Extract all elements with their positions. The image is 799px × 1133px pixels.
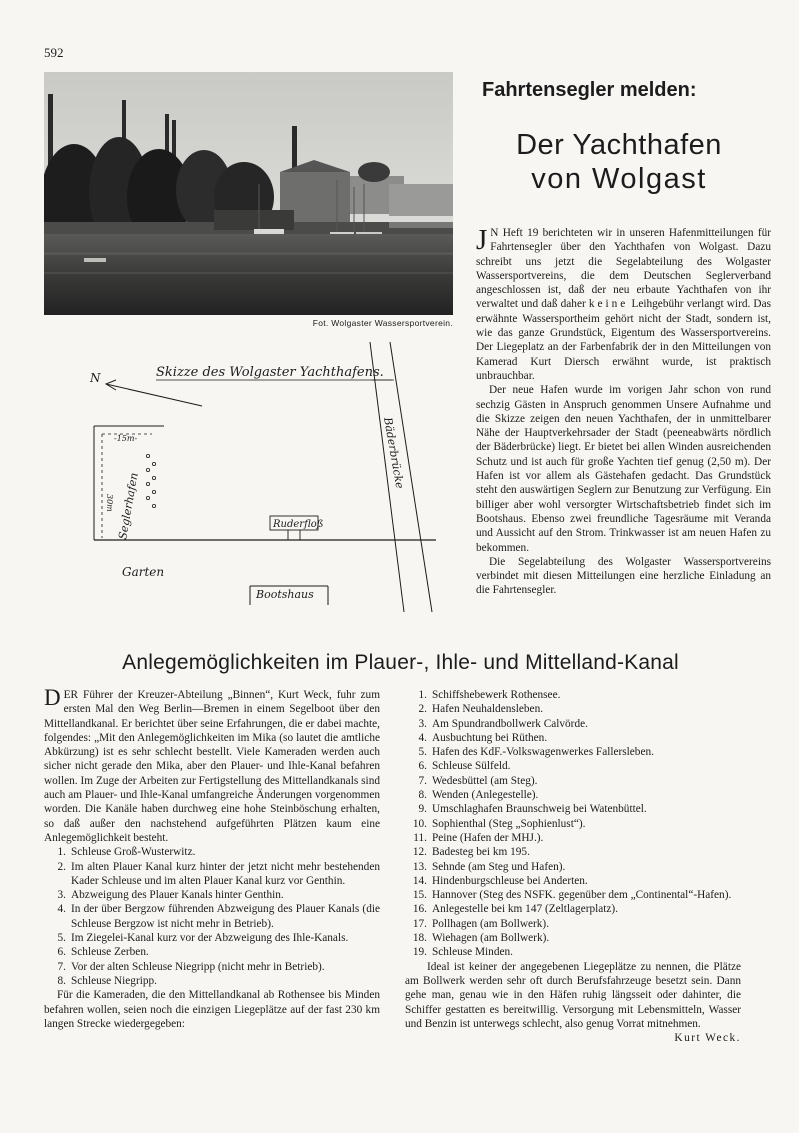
- list-item-text: Peine (Hafen der MHJ.).: [432, 831, 544, 844]
- list-item-number: 16.: [412, 903, 427, 916]
- harbor-sketch: [44, 330, 462, 630]
- list-item: [405, 917, 741, 931]
- list-item-number: 19.: [412, 946, 427, 959]
- list-item-number: 8.: [57, 974, 66, 987]
- kanal-closing: Ideal ist keiner der angegebenen Liegeplätze zu nennen, die Plätze am Bollwerk werden sehr oft durch Berufsfahrzeuge besetzt sein. Dann gehe man, genau wie in den Häfen ruhig längsseit oder dahinter, die Schiffer gestatten es bereitwillig. Versorgung mit Lebensmitteln, Wasser und Benzin ist unterwegs schlecht, also genug Vorrat mitnehmen.: [405, 960, 741, 1030]
- list-item: [405, 902, 741, 916]
- sketch-garden: Garten: [122, 565, 165, 579]
- list-item: [405, 731, 741, 745]
- list-item: [44, 860, 380, 889]
- list-item-text: Im alten Plauer Kanal kurz hinter der jetzt nicht mehr bestehenden Kader Schleuse und im alten Plauer Kanal kurz vor Genthin.: [71, 860, 380, 887]
- list-item-text: Schleuse Minden.: [432, 946, 513, 959]
- article-wolgast-p3: Die Segelabteilung des Wolgaster Wassersportvereins verbindet mit diesen Mitteilungen eine herzliche Einladung an die Fahrtensegler.: [476, 555, 771, 597]
- sketch-north: N: [90, 371, 101, 385]
- sketch-dim-30m: 30m: [105, 494, 114, 512]
- list-item: [405, 759, 741, 773]
- photo-credit: Fot. Wolgaster Wassersportverein.: [312, 318, 453, 328]
- list-item-text: Sophienthal (Steg „Sophienlust“).: [432, 817, 586, 830]
- list-item: [405, 888, 741, 902]
- article-wolgast: [476, 226, 771, 598]
- list-item-text: Hafen Neuhaldensleben.: [432, 703, 544, 716]
- list-item: [405, 817, 741, 831]
- article-kanal-right: [405, 688, 741, 1045]
- author: Kurt Weck.: [674, 1032, 741, 1045]
- list-item-text: Wedesbüttel (am Steg).: [432, 774, 538, 787]
- article-wolgast-p1: [476, 226, 771, 383]
- dropcap-d: D: [44, 685, 61, 710]
- list-item: [405, 860, 741, 874]
- harbor-photo: [44, 72, 453, 315]
- list-item: [405, 688, 741, 702]
- list-item: [405, 931, 741, 945]
- list-item-number: 2.: [57, 860, 66, 873]
- list-item-text: Umschlaghafen Braunschweig bei Watenbüttel.: [432, 803, 647, 816]
- list-item-number: 2.: [418, 703, 427, 716]
- list-item: [44, 960, 380, 974]
- list-item: [405, 702, 741, 716]
- p1-lead: N Heft 19 berichteten wir in unseren Hafenmitteilungen für Fahrtensegler über den Yachthafen von Wolgast. Dazu schreibt uns jetzt die Segelabteilung des Wolgaster Wassersportvereins, die dem Deutschen Seglerverband angeschlossen ist, daß der neu erbaute Yachthafen von ihr verwaltet und daß daher: [476, 227, 771, 311]
- list-item: [405, 945, 741, 959]
- list-item-text: Wiehagen (am Bollwerk).: [432, 932, 550, 945]
- list-item-text: Anlegestelle bei km 147 (Zeltlagerplatz).: [432, 903, 619, 916]
- list-item-number: 5.: [57, 932, 66, 945]
- list-item: [405, 774, 741, 788]
- list-item-text: Schleuse Zerben.: [71, 946, 149, 959]
- headline-line-2: von Wolgast: [531, 163, 707, 195]
- list-item-text: Pollhagen (am Bollwerk).: [432, 917, 550, 930]
- list-item: [405, 831, 741, 845]
- list-item-number: 12.: [412, 846, 427, 859]
- kanal-intro-text: ER Führer der Kreuzer-Abteilung „Binnen“, Kurt Weck, fuhr zum ersten Mal den Weg Berlin—Bremen in einem Segelboot über den Mittellandkanal. Er berichtet über seine Erfahrungen, die er dabei machte, folgendes: „Mit den Anlegemöglichkeiten im Mika (so lautet die amtliche Abkürzung) ist es sehr schlecht bestellt. Viele Kameraden werden auch sicher nicht gerade den Mika, aber den Plauer- und Ihle-Kanal befahren wollen. Im Zuge der Arbeiten zur Fertigstellung des Mittellandkanals sind auch am Plauer- und Ihle-Kanal umfangreiche Änderungen vorgenommen worden. Die Kanäle haben durchweg eine hohe Steinböschung erhalten, so daß außer den nachstehend aufgeführten Plätzen kaum eine Anlegemöglichkeit besteht.: [44, 689, 380, 844]
- section-title-kanal: Anlegemöglichkeiten im Plauer-, Ihle- und Mittelland-Kanal: [122, 651, 679, 674]
- article-kanal-left: [44, 685, 380, 1031]
- list-item-text: Hafen des KdF.-Volkswagenwerkes Fallersleben.: [432, 746, 654, 759]
- list-item-number: 10.: [412, 817, 427, 830]
- list-item-text: Schleuse Groß-Wusterwitz.: [71, 846, 196, 859]
- list-item-number: 1.: [57, 846, 66, 859]
- sketch-dim-15m: -15m-: [114, 434, 138, 443]
- list-item: [44, 945, 380, 959]
- list-item-number: 4.: [418, 731, 427, 744]
- list-item-text: Hindenburgschleuse bei Anderten.: [432, 874, 588, 887]
- kicker: Fahrtensegler melden:: [482, 79, 697, 101]
- list-item: [405, 802, 741, 816]
- p1-emphasis: keine: [588, 298, 629, 311]
- article-wolgast-p2: Der neue Hafen wurde im vorigen Jahr schon von rund sechzig Gästen in Anspruch genommen Unsere Aufnahme und die Skizze zeigen den neuen Yachthafen, der in unmittelbarer Nähe der Hauptverkehrsader der Stadt (peeneabwärts nördlich der Bäderbrücke) liegt. Er bietet bei allen Winden ausreichenden Schutz und ist auch für große Yachten tief genug (2,50 m). Der Hafen ist vor allem als Gästehafen gedacht. Das Grundstück steht den auswärtigen Seglern zur Benutzung zur Verfügung. Ein billiger aber wohl versorgter Wirtschaftsbetrieb findet sich im Bootshaus. Ebenso zwei freundliche Tagesräume mit Veranda und Aussicht auf den Strom. Trinkwasser ist am neuen Hafen zu bekommen.: [476, 384, 771, 554]
- list-plauer-ihle: [44, 845, 380, 988]
- list-item-number: 7.: [57, 960, 66, 973]
- list-item-text: Am Spundrandbollwerk Calvörde.: [432, 717, 588, 730]
- list-item-number: 11.: [413, 831, 427, 844]
- list-item-number: 8.: [418, 789, 427, 802]
- list-item-text: Schiffshebewerk Rothensee.: [432, 689, 561, 701]
- list-item-text: Schleuse Niegripp.: [71, 974, 157, 987]
- list-item: [405, 845, 741, 859]
- list-item-text: Abzweigung des Plauer Kanals hinter Genthin.: [71, 889, 284, 902]
- list-item-text: Hannover (Steg des NSFK. gegenüber dem „Continental“-Hafen).: [432, 889, 732, 902]
- kanal-intro: [44, 685, 380, 845]
- list-item-text: Vor der alten Schleuse Niegripp (nicht mehr in Betrieb).: [71, 960, 325, 973]
- list-item: [405, 745, 741, 759]
- page-number: 592: [44, 45, 64, 60]
- list-item-number: 17.: [412, 917, 427, 930]
- list-item: [44, 845, 380, 859]
- list-item-text: Badesteg bei km 195.: [432, 846, 530, 859]
- list-item: [44, 902, 380, 931]
- list-item: [44, 931, 380, 945]
- list-item-number: 14.: [412, 874, 427, 887]
- kanal-outro: Für die Kameraden, die den Mittellandkanal ab Rothensee bis Minden befahren wollen, seien noch die einzigen Liegeplätze auf der fast 230 km langen Strecke wiedergegeben:: [44, 989, 380, 1030]
- list-item: [405, 874, 741, 888]
- list-item-text: Schleuse Sülfeld.: [432, 760, 511, 773]
- list-item-number: 13.: [412, 860, 427, 873]
- dropcap-j: J: [476, 224, 488, 256]
- sketch-title: Skizze des Wolgaster Yachthafens.: [156, 365, 384, 380]
- sketch-raft: Ruderfloß: [273, 519, 324, 530]
- list-item: [44, 974, 380, 988]
- list-item-number: 9.: [418, 803, 427, 816]
- headline-line-1: Der Yachthafen: [516, 129, 722, 161]
- list-item: [405, 788, 741, 802]
- list-item: [405, 717, 741, 731]
- list-item-text: Im Ziegelei-Kanal kurz vor der Abzweigung des Ihle-Kanals.: [71, 932, 349, 945]
- list-item-number: 1.: [418, 689, 427, 701]
- list-item-text: Ausbuchtung bei Rüthen.: [432, 731, 548, 744]
- list-item-number: 7.: [418, 774, 427, 787]
- sketch-harbor: Seglerhafen: [116, 471, 141, 541]
- list-item-text: In der über Bergzow führenden Abzweigung des Plauer Kanals (die Schleuse Bergzow ist nicht mehr in Betrieb).: [71, 903, 380, 930]
- list-mittelland: [405, 688, 741, 960]
- p1-rest: Leihgebühr verlangt wird. Das erwähnte Wassersportheim gehört nicht der Stadt, sondern ist, wie das ganze Grundstück, Eigentum des Wassersportvereins. Der Liegeplatz an der Farbenfabrik der in den Mitteilungen von Kamerad Kurt Diersch erwähnt wurde, ist praktisch unbrauchbar.: [476, 298, 771, 382]
- sketch-boathouse: Bootshaus: [256, 588, 314, 601]
- list-item-number: 5.: [418, 746, 427, 759]
- list-item-number: 3.: [418, 717, 427, 730]
- list-item-number: 3.: [57, 889, 66, 902]
- sketch-bridge: Bäderbrücke: [381, 416, 407, 490]
- list-item: [44, 888, 380, 902]
- list-item-number: 4.: [57, 903, 66, 916]
- list-item-number: 15.: [412, 889, 427, 902]
- list-item-number: 6.: [57, 946, 66, 959]
- list-item-number: 6.: [418, 760, 427, 773]
- headline: [470, 128, 768, 196]
- list-item-number: 18.: [412, 932, 427, 945]
- list-item-text: Sehnde (am Steg und Hafen).: [432, 860, 566, 873]
- list-item-text: Wenden (Anlegestelle).: [432, 789, 539, 802]
